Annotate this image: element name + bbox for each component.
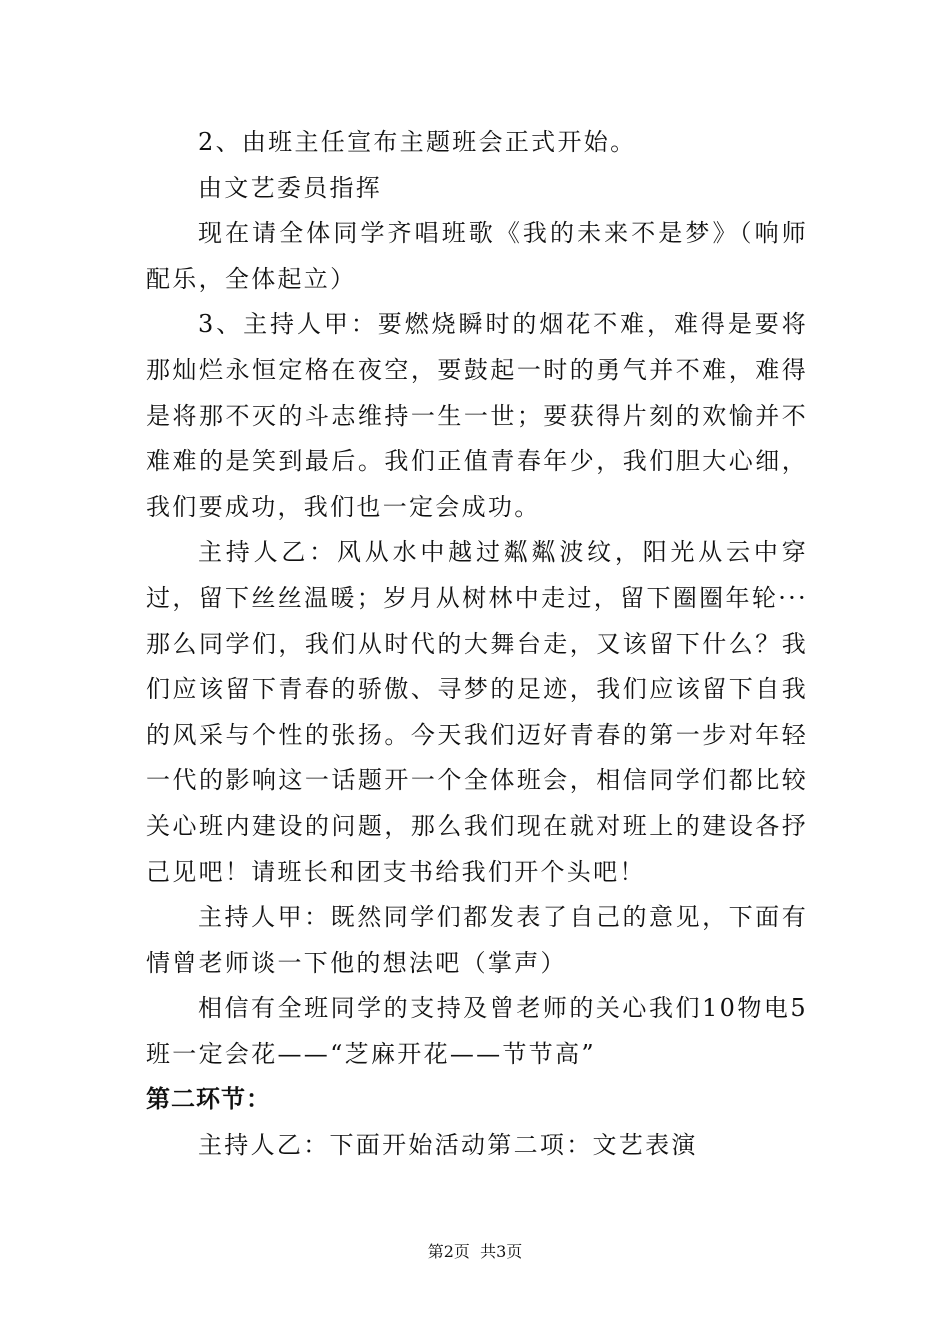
paragraph-host-b-speech: 主持人乙：风从水中越过粼粼波纹，阳光从云中穿过，留下丝丝温暖；岁月从树林中走过，留下圈圈年轮···那么同学们，我们从时代的大舞台走，又该留下什么？我们应该留下青春的骄傲、寻梦的足迹，我们应该留下自我的风采与个性的张扬。今天我们迈好青春的第一步对年轻一代的影响这一话题开一个全体班会，相信同学们都比较关心班内建设的问题，那么我们现在就对班上的建设各抒己见吧！请班长和团支书给我们开个头吧！ <box>146 538 808 886</box>
section-heading: 第二环节： <box>146 1085 271 1114</box>
page-footer <box>0 1239 950 1262</box>
paragraph-opening: 2、由班主任宣布主题班会正式开始。 <box>198 128 637 156</box>
page-number: 第2页 <box>427 1242 470 1261</box>
paragraph-host-a-speech: 3、主持人甲：要燃烧瞬时的烟花不难，难得是要将那灿烂永恒定格在夜空，要鼓起一时的勇气并不难，难得是将那不灭的斗志维持一生一世；要获得片刻的欢愉并不难难的是笑到最后。我们正值青春年少，我们胆大心细，我们要成功，我们也一定会成功。 <box>146 310 808 521</box>
paragraph-performance: 主持人乙：下面开始活动第二项：文艺表演 <box>198 1131 698 1160</box>
paragraph-class-slogan: 相信有全班同学的支持及曾老师的关心我们10物电5班一定会花——“芝麻开花——节节高” <box>146 994 808 1068</box>
paragraph-conductor: 由文艺委员指挥 <box>198 173 383 202</box>
document-body <box>146 120 808 1169</box>
paragraph-host-a-teacher: 主持人甲：既然同学们都发表了自己的意见，下面有情曾老师谈一下他的想法吧（掌声） <box>146 903 808 977</box>
paragraph-class-song: 现在请全体同学齐唱班歌《我的未来不是梦》（响师配乐，全体起立） <box>146 219 808 293</box>
page-total: 共3页 <box>480 1242 523 1261</box>
